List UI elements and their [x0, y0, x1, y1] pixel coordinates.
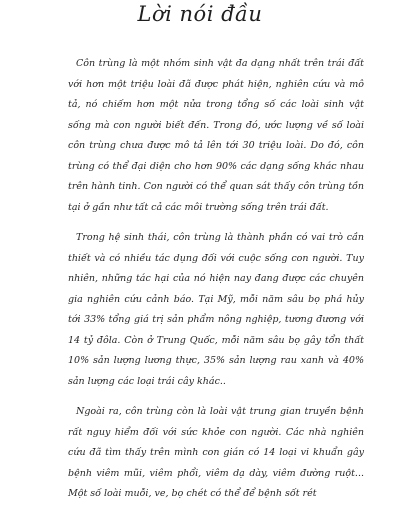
body-text	[68, 54, 364, 513]
paragraph-3: Ngoài ra, côn trùng còn là loài vật trung gian truyền bệnh rất nguy hiểm đối với sức khỏe con người. Các nhà nghiên cứu đã tìm thấy trên mình con gián có 14 loại vi khuẩn gây bệnh viêm mũi, viêm phổi, viêm dạ dày, viêm đường ruột... Một số loài muỗi, ve, bọ chét có thể để bệnh sốt rét	[68, 406, 364, 499]
page-title: Lời nói đầu	[137, 2, 263, 26]
paragraph-1: Côn trùng là một nhóm sinh vật đa dạng nhất trên trái đất với hơn một triệu loài đã được phát hiện, nghiên cứu và mô tả, nó chiếm hơn một nửa trong tổng số các loài sinh vật sống mà con người biết đến. Trong đó, ước lượng về số loài côn trùng chưa được mô tả lên tới 30 triệu loài. Do đó, côn trùng có thể đại diện cho hơn 90% các dạng sống khác nhau trên hành tinh. Con người có thể quan sát thấy côn trùng tồn tại ở gần như tất cả các môi trường sống trên trái đất.	[68, 58, 364, 213]
paragraph-2: Trong hệ sinh thái, côn trùng là thành phần có vai trò cần thiết và có nhiều tác dụng đối với cuộc sống con người. Tuy nhiên, những tác hại của nó hiện nay đang được các chuyên gia nghiên cứu cảnh báo. Tại Mỹ, mỗi năm sâu bọ phá hủy tới 33% tổng giá trị sản phẩm nông nghiệp, tương đương với 14 tỷ đôla. Còn ở Trung Quốc, mỗi năm sâu bọ gây tổn thất 10% sản lượng lương thực, 35% sản lượng rau xanh và 40% sản lượng các loại trái cây khác..	[68, 232, 364, 387]
